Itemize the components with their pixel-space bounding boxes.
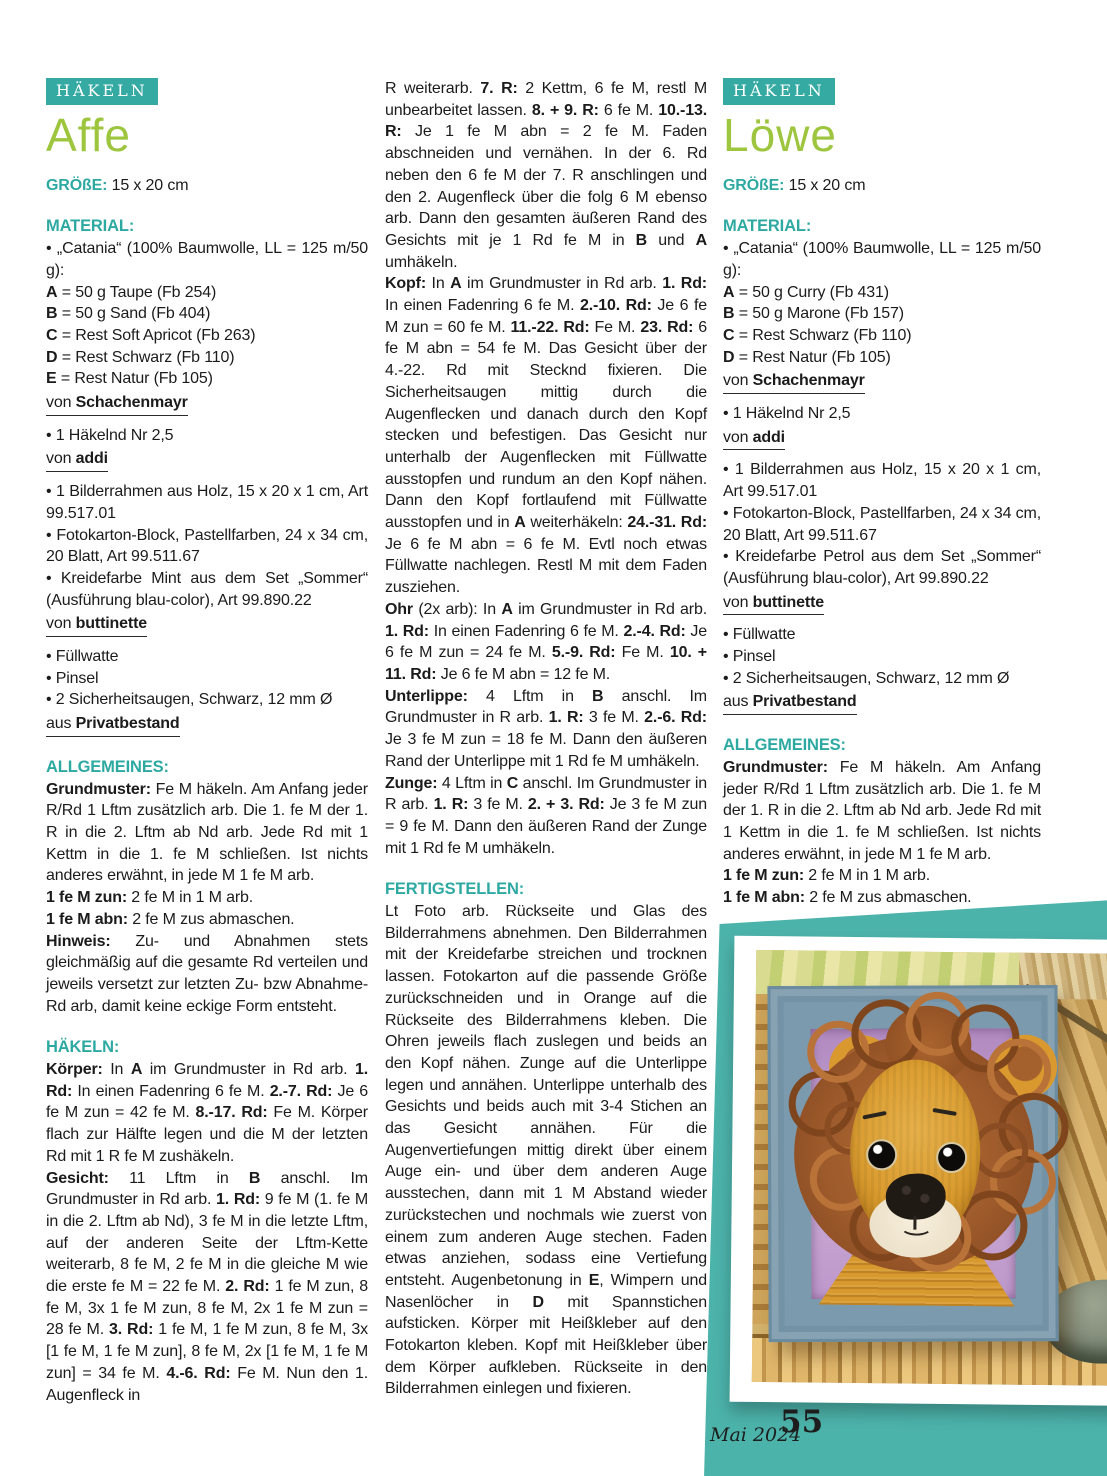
column-loewe [723, 78, 1041, 909]
source-line: von buttinette [723, 592, 1041, 616]
text-line: Körper: In A im Grundmuster in Rd arb. 1. Rd: In einen Fadenring 6 fe M. 2.-7. Rd: Je 6 fe M zun = 42 fe M. 8.-17. Rd: Fe M. Körper flach zur Hälfte legen und die M der letzten Rd mit 1 R fe M zushäkeln. [46, 1061, 368, 1165]
text-line: 1 fe M zun: 2 fe M in 1 M arb. [46, 889, 254, 907]
text-line: A = 50 g Taupe (Fb 254) [46, 283, 217, 301]
column-continuation [385, 78, 707, 1400]
pattern-title-loewe: Löwe [723, 108, 837, 161]
lion-photo [730, 936, 1107, 1407]
source-line: von addi [723, 427, 1041, 451]
allgemeines-paragraphs [46, 779, 368, 1018]
text-line: • „Catania“ (100% Baumwolle, LL = 125 m/50 g): [46, 240, 368, 279]
text-line: Grundmuster: Fe M häkeln. Am Anfang jeder R/Rd 1 Lftm zusätzlich arb. Die 1. fe M der 1. R in die 2. Lftm ab Nd arb. Jede Rd mit 1 Kettm in die 1. fe M schließen. Ist nichts anderes erwähnt, in jede M 1 fe M arb. [723, 758, 1041, 863]
allgemeines-paragraphs [723, 757, 1041, 909]
material-list [46, 238, 368, 737]
source-line: von addi [46, 448, 368, 472]
text-line: 1 fe M abn: 2 fe M zus abmaschen. [723, 889, 972, 907]
text-line: • Pinsel [46, 669, 99, 687]
text-line: • Füllwatte [723, 626, 796, 644]
background-bamboo [1055, 999, 1107, 1306]
size-line: GRÖßE: 15 x 20 cm [46, 176, 189, 194]
section-badge-haekeln: HÄKELN [46, 78, 158, 105]
text-line: D = Rest Natur (Fb 105) [723, 348, 891, 366]
text-line: Lt Foto arb. Rückseite und Glas des Bilderrahmens abnehmen. Den Bilderrahmen mit der Kreidefarbe streichen und trocknen lassen. Fotokarton auf die passende Größe zurückschneiden und in Orange auf die Rückseite des Bilderrahmens kleben. Die Ohren jeweils flach zuslegen und beids an den Kopf nähen. Zunge auf die Unterlippe legen und annähen. Unterlippe unterhalb des Gesichts und beids auch mit 3-4 Stichen an das Gesicht annähen. Für die Augenvertiefungen mittig direkt über einem Auge ein- und über dem anderen Auge ausstechen, dann mit 1 M Abstand wieder zurückstechen und nochmals wie zuerst von einem zum anderen Auge stechen. Faden etwas anziehen, sodass eine Vertiefung entsteht. Augenbetonung in E, Wimpern und Nasenlöcher in D mit Spannstichen aufsticken. Körper mit Heißkleber auf den Fotokarton kleben. Kopf mit Heißkleber über dem Körper aufkleben. Rückseite in den Bilderrahmen einlegen und fixieren. [385, 903, 707, 1398]
text-line: R weiterarb. 7. R: 2 Kettm, 6 fe M, restl M unbearbeitet lassen. 8. + 9. R: 6 fe M. 10.-13. R: Je 1 fe M abn = 2 fe M. Faden abschneiden und vernähen. In der 6. Rd neben den 6 fe M der 7. R anschlingen und den 2. Augenfleck über die folg 6 M ebenso arb. Dann den gesamten äußeren Rand des Gesichts mit je 1 Rd fe M in B und A umhäkeln. [385, 80, 707, 271]
source-line: aus Privatbestand [723, 691, 1041, 715]
material-heading: MATERIAL: [723, 217, 812, 236]
fertigstellen-heading: FERTIGSTELLEN: [385, 880, 525, 899]
section-badge-haekeln: HÄKELN [723, 78, 835, 105]
size-line: GRÖßE: 15 x 20 cm [723, 176, 866, 194]
haekeln-heading: HÄKELN: [46, 1038, 120, 1057]
source-line: aus Privatbestand [46, 713, 368, 737]
text-line: Kopf: In A im Grundmuster in Rd arb. 1. Rd: In einen Fadenring 6 fe M. 2.-10. Rd: Je 6 fe M zun = 60 fe M. 11.-22. Rd: Fe M. 23. Rd: 6 fe M abn = 54 fe M. Das Gesicht über der 4.-22. Rd mit Stecknd fixieren. Die Sicherheitsaugen mittig durch die Augenflecken und danach durch den Kopf stecken und befestigen. Das Gesicht nur unterhalb der Augenflecken mit Füllwatte ausstopfen und rundum an den Kopf nähen. Dann den Kopf fortlaufend mit Füllwatte ausstopfen und in A weiterhäkeln: 24.-31. Rd: Je 6 fe M abn = 6 fe M. Evtl noch etwas Füllwatte nachlegen. Restl M mit dem Faden zusziehen. [385, 275, 708, 597]
text-line: C = Rest Schwarz (Fb 110) [723, 326, 912, 344]
column-affe [46, 78, 368, 1406]
text-line: C = Rest Soft Apricot (Fb 263) [46, 326, 256, 344]
text-line: B = 50 g Marone (Fb 157) [723, 305, 904, 323]
text-line: 1 fe M zun: 2 fe M in 1 M arb. [723, 867, 931, 885]
fertigstellen-paragraph [385, 901, 707, 1400]
source-line: von Schachenmayr [723, 370, 1041, 394]
text-line: 1 fe M abn: 2 fe M zus abmaschen. [46, 910, 295, 928]
text-line: • „Catania“ (100% Baumwolle, LL = 125 m/50 g): [723, 240, 1041, 279]
text-line: • 2 Sicherheitsaugen, Schwarz, 12 mm Ø [46, 691, 333, 709]
text-line: • Fotokarton-Block, Pastellfarben, 24 x 34 cm, 20 Blatt, Art 99.511.67 [723, 504, 1041, 544]
pattern-title-affe: Affe [46, 108, 131, 161]
source-line: von Schachenmayr [46, 392, 368, 416]
text-line: E = Rest Natur (Fb 105) [46, 370, 213, 388]
text-line: Gesicht: 11 Lftm in B anschl. Im Grundmuster in Rd arb. 1. Rd: 9 fe M (1. fe M in die 2. Lftm ab Nd), 3 fe M in die letzte Lftm, auf der anderen Seite der Lftm-Kette weiterarb, 8 fe M, 2 fe M in die gleiche M wie die erste fe M = 22 fe M. 2. Rd: 1 fe M zun, 8 fe M, 3x 1 fe M zun, 8 fe M, 2x 1 fe M zun = 28 fe M. 3. Rd: 1 fe M, 1 fe M zun, 8 fe M, 3x [1 fe M, 1 fe M zun], 8 fe M, 2x [1 fe M, 1 fe M zun] = 34 fe M. 4.-6. Rd: Fe M. Nun den 1. Augenfleck in [46, 1169, 369, 1404]
text-line: A = 50 g Curry (Fb 431) [723, 283, 889, 301]
text-line: • 1 Häkelnd Nr 2,5 [723, 405, 851, 423]
text-line: • Kreidefarbe Mint aus dem Set „Sommer“ (Ausführung blau-color), Art 99.890.22 [46, 569, 368, 609]
lion-mouth [900, 1217, 932, 1235]
material-heading: MATERIAL: [46, 217, 135, 236]
material-list [723, 238, 1041, 715]
text-line: Hinweis: Zu- und Abnahmen stets gleichmäßig auf die gesamte Rd verteilen und jeweils versetzt zur letzten Zu- bzw Abnahme-Rd arb, damit keine eckige Form entsteht. [46, 932, 368, 1015]
text-line: Grundmuster: Fe M häkeln. Am Anfang jeder R/Rd 1 Lftm zusätzlich arb. Die 1. fe M der 1. R in die 2. Lftm ab Nd arb. Jede Rd mit 1 Kettm in die 1. fe M schließen. Ist nichts anderes erwähnt, in jede M 1 fe M arb. [46, 780, 368, 885]
lion-right-eye [936, 1142, 967, 1173]
photo-scene [752, 950, 1107, 1386]
issue-date: Mai 2024 [710, 1424, 802, 1446]
text-line: • Fotokarton-Block, Pastellfarben, 24 x 34 cm, 20 Blatt, Art 99.511.67 [46, 526, 368, 566]
text-line: Unterlippe: 4 Lftm in B anschl. Im Grundmuster in R arb. 1. R: 3 fe M. 2.-6. Rd: Je 3 fe M zun = 18 fe M. Dann den äußeren Rand der Unterlippe mit 1 Rd fe M umhäkeln. [385, 687, 707, 770]
source-line: von buttinette [46, 613, 368, 637]
allgemeines-heading: ALLGEMEINES: [723, 736, 846, 755]
page-number: 55 [780, 1404, 824, 1440]
lion-left-eye [866, 1139, 897, 1170]
text-line: • Kreidefarbe Petrol aus dem Set „Sommer“ (Ausführung blau-color), Art 99.890.22 [723, 548, 1041, 587]
text-line: • 1 Häkelnd Nr 2,5 [46, 426, 174, 444]
instruction-paragraphs [385, 78, 707, 859]
text-line: Zunge: 4 Lftm in C anschl. Im Grundmuster in R arb. 1. R: 3 fe M. 2. + 3. Rd: Je 3 fe M zun = 9 fe M. Dann den äußeren Rand der Zunge mit 1 Rd fe M umhäkeln. [385, 774, 708, 857]
text-line: • Pinsel [723, 648, 776, 666]
text-line: • 1 Bilderrahmen aus Holz, 15 x 20 x 1 cm, Art 99.517.01 [723, 461, 1041, 501]
text-line: Ohr (2x arb): In A im Grundmuster in Rd arb. 1. Rd: In einen Fadenring 6 fe M. 2.-4. Rd: Je 6 fe M zun = 24 fe M. 5.-9. Rd: Fe M. 10. + 11. Rd: Je 6 fe M abn = 12 fe M. [385, 600, 707, 683]
haekeln-paragraphs [46, 1059, 368, 1406]
text-line: • 2 Sicherheitsaugen, Schwarz, 12 mm Ø [723, 669, 1010, 687]
mane-loop [972, 1122, 1029, 1179]
text-line: B = 50 g Sand (Fb 404) [46, 305, 211, 323]
text-line: • Füllwatte [46, 648, 119, 666]
text-line: D = Rest Schwarz (Fb 110) [46, 348, 235, 366]
text-line: • 1 Bilderrahmen aus Holz, 15 x 20 x 1 cm, Art 99.517.01 [46, 483, 368, 522]
allgemeines-heading: ALLGEMEINES: [46, 757, 169, 776]
